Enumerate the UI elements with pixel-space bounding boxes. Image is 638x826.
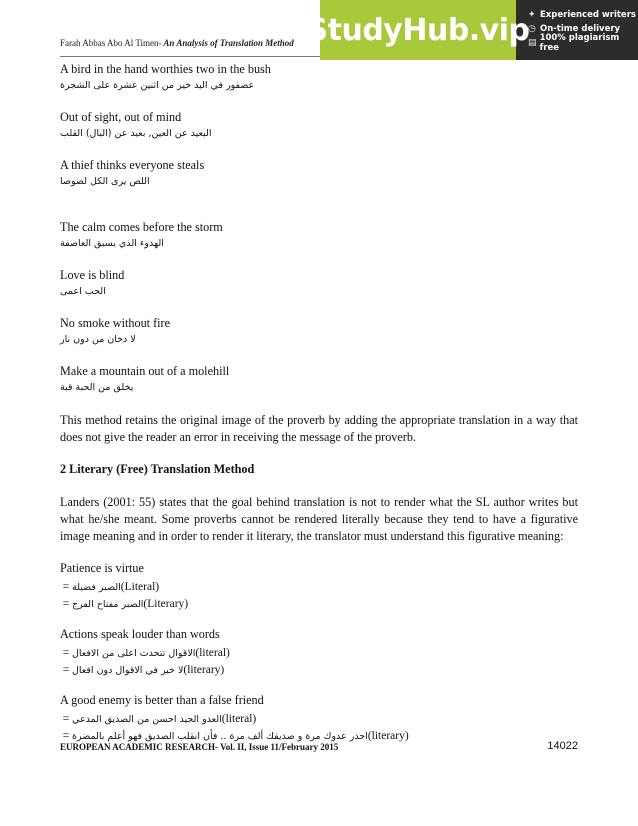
equals-sign: =: [62, 713, 70, 725]
body-paragraph: This method retains the original image of the proverb by adding the appropriate translation in a way that does not give the reader an error in receiving the message of the proverb.: [60, 413, 578, 444]
equals-sign: =: [62, 730, 70, 742]
running-header: [60, 38, 294, 48]
proverb-arabic: لا دخان من دون نار: [60, 334, 136, 345]
proverb-english: No smoke without fire: [60, 316, 171, 330]
translation-arabic: الصبر مفتاح الفرج: [72, 599, 144, 610]
translation-arabic: لا خير في الاقوال دون افعال: [72, 665, 184, 676]
translation-tag: (Literal): [120, 581, 160, 593]
proverb-pair: [60, 62, 578, 92]
example-block: [60, 693, 578, 745]
document-icon: ▤: [528, 38, 537, 48]
page-number: 14022: [547, 740, 578, 752]
proverb-arabic: يخلق من الحبة قبة: [60, 382, 134, 393]
example-translation: [60, 645, 578, 662]
example-translation: [60, 711, 578, 728]
footer-journal: EUROPEAN ACADEMIC RESEARCH- Vol. II, Issue 11/February 2015: [60, 742, 339, 752]
proverb-pair: [60, 158, 578, 188]
header-title: An Analysis of Translation Method: [161, 38, 294, 48]
proverb-english: Love is blind: [60, 268, 125, 282]
proverb-arabic: الهدوء الذي يسبق العاصفة: [60, 238, 164, 249]
proverb-english: The calm comes before the storm: [60, 220, 223, 234]
example-english: Patience is virtue: [60, 561, 144, 575]
banner-item: [528, 33, 638, 53]
proverb-arabic: اللص يرى الكل لصوصا: [60, 176, 150, 187]
proverb-arabic: عصفور في اليد خير من اثنين عشرة على الشجرة: [60, 80, 255, 91]
banner-item-label: On-time delivery: [540, 24, 621, 34]
proverb-pair: [60, 364, 578, 394]
banner-item-label: 100% plagiarism free: [539, 33, 620, 53]
equals-sign: =: [62, 581, 70, 593]
translation-arabic: الاقوال تتحدث اعلى من الافعال: [72, 648, 196, 659]
banner-item: [528, 8, 638, 22]
proverb-pair: [60, 220, 578, 250]
example-block: [60, 627, 578, 679]
translation-tag: (literal): [221, 713, 257, 725]
example-translation: [60, 596, 578, 613]
translation-arabic: العدو الجيد احسن من الصديق المدعي: [72, 714, 222, 725]
example-english: Actions speak louder than words: [60, 627, 220, 641]
clock-icon: ◷: [528, 24, 536, 34]
proverb-pair: [60, 268, 578, 298]
translation-tag: (Literary): [143, 598, 189, 610]
studyhub-banner[interactable]: [306, 0, 638, 60]
equals-sign: =: [62, 664, 70, 676]
body-paragraph: Landers (2001: 55) states that the goal behind translation is not to render what the SL author writes but what he/she meant. Some proverbs cannot be rendered literally because they tend to have a figurative image meaning and in order to render it literary, the translator must understand this figurative meaning:: [60, 495, 578, 543]
proverb-pair: [60, 316, 578, 346]
studyhub-logo[interactable]: StudyHub.vip: [320, 0, 516, 60]
page-footer: [60, 742, 578, 752]
equals-sign: =: [62, 598, 70, 610]
translation-tag: (literary): [367, 730, 409, 742]
example-translation: [60, 579, 578, 596]
proverb-english: A bird in the hand worthies two in the bush: [60, 62, 271, 76]
page-content: [60, 62, 578, 759]
banner-features: [516, 0, 638, 60]
banner-item-label: Experienced writers: [540, 10, 636, 20]
proverb-english: Out of sight, out of mind: [60, 110, 182, 124]
example-block: [60, 561, 578, 613]
translation-tag: (literal): [195, 647, 230, 659]
proverb-arabic: الحب اعمى: [60, 286, 106, 297]
translation-arabic: الصبر فضيلة: [72, 582, 121, 593]
equals-sign: =: [62, 647, 70, 659]
proverb-english: Make a mountain out of a molehill: [60, 364, 230, 378]
proverb-english: A thief thinks everyone steals: [60, 158, 205, 172]
proverb-arabic: البعيد عن العين, بعيد عن (البال) القلب: [60, 128, 212, 139]
translation-arabic: احذر عدوك مرة و صديقك ألف مرة .. فأن انقلب الصديق فهو أعلم بالمضرة: [72, 731, 368, 742]
translation-tag: (literary): [183, 664, 225, 676]
section-heading: 2 Literary (Free) Translation Method: [60, 462, 255, 476]
example-english: A good enemy is better than a false friend: [60, 693, 264, 707]
header-author: Farah Abbas Abo Al Timen-: [60, 38, 162, 48]
proverb-pair: [60, 110, 578, 140]
sparkle-icon: ✦: [528, 10, 536, 20]
example-translation: [60, 662, 578, 679]
